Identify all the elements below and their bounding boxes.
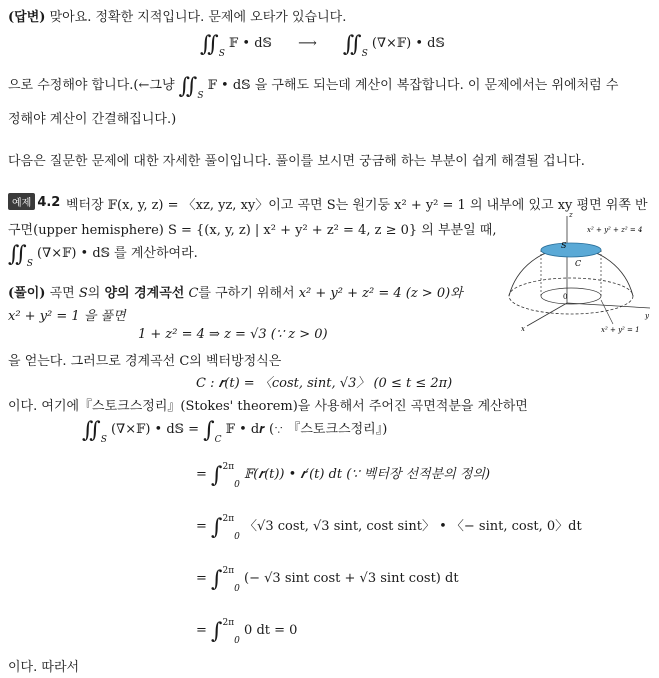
step1-lhs: (∇×𝔽) • d𝕊 = — [111, 422, 200, 437]
step5-body: 0 dt = 0 — [244, 623, 298, 638]
upper-limit: 2π — [222, 566, 235, 576]
formula-wrong: 𝔽 • d𝕊 — [229, 36, 272, 51]
positive-boundary-curve: 양의 경계곡선 — [104, 286, 185, 301]
example-line3 — [8, 242, 198, 269]
upper-limit: 2π — [222, 618, 235, 628]
label-s: S — [561, 241, 567, 250]
answer-line2-a: 으로 수정해야 합니다.(←그냥 — [8, 78, 175, 93]
subscript-c: C — [214, 435, 222, 445]
label-origin: 0 — [563, 293, 568, 301]
example-line3-text: (∇×𝔽) • d𝕊 를 계산하여라. — [37, 246, 198, 261]
upper-limit: 2π — [222, 462, 235, 472]
step2 — [196, 462, 490, 490]
solution-line3: 을 얻는다. 그러므로 경계곡선 C의 벡터방정식은 — [8, 354, 282, 369]
example-number: 4.2 — [37, 195, 61, 210]
step5 — [196, 618, 297, 646]
cyl-pointer — [601, 300, 613, 324]
x-axis — [527, 303, 567, 326]
solution-line1 — [8, 282, 463, 301]
label-c: C — [575, 259, 582, 268]
step1 — [82, 418, 387, 445]
double-integral-icon: ∬ — [178, 74, 198, 99]
solution-eq2: C : 𝒓(t) = 〈cost, sint, √3〉 (0 ≤ t ≤ 2π) — [196, 376, 453, 391]
lower-limit: 0 — [234, 532, 240, 542]
solution-line1-b: 의 — [87, 286, 101, 301]
upper-limit: 2π — [222, 514, 235, 524]
equals-sign: = — [196, 571, 207, 586]
step2-body: 𝔽(𝒓(t)) • 𝒓′(t) dt (∵ 벡터장 선적분의 정의) — [244, 467, 491, 482]
integral-icon: ∫ — [211, 463, 223, 488]
integral-icon: ∫ — [211, 567, 223, 592]
answer-line4: 다음은 질문한 문제에 대한 자세한 풀이입니다. 풀이를 보시면 궁금해 하는 부분이 쉽게 해결될 겁니다. — [8, 154, 585, 169]
solution-line2: x² + y² = 1 을 풀면 — [8, 309, 126, 324]
example-header — [8, 193, 60, 210]
subscript-s: S — [197, 91, 204, 101]
hemisphere-base — [509, 278, 633, 314]
lower-limit: 0 — [234, 636, 240, 646]
subscript-s: S — [218, 49, 225, 59]
example-line2: 구면(upper hemisphere) S = {(x, y, z) | x² + y² + z² = 4, z ≥ 0} 의 부분일 때, — [8, 223, 497, 238]
cylinder-base — [541, 288, 601, 304]
lower-limit: 0 — [234, 480, 240, 490]
answer-line2-b: 𝔽 • d𝕊 을 구해도 되는데 계산이 복잡합니다. 이 문제에서는 위에처럼 수 — [207, 78, 619, 93]
solution-line1-a: 곡면 — [49, 286, 75, 301]
answer-line3: 정해야 계산이 간결해집니다.) — [8, 112, 177, 127]
integral-icon: ∫ — [211, 515, 223, 540]
double-integral-icon: ∬ — [342, 32, 362, 57]
sphere-equation: x² + y² + z² = 4 — [587, 226, 643, 234]
surface-disc — [541, 243, 601, 257]
surface-symbol: S — [78, 286, 88, 301]
curve-symbol: C — [188, 286, 199, 301]
step4-body: (− √3 sint cost + √3 sint cost) dt — [244, 571, 459, 586]
step3 — [196, 514, 582, 542]
answer-line2 — [8, 74, 618, 101]
formula-right: (∇×𝔽) • d𝕊 — [371, 36, 445, 51]
hemisphere-figure — [505, 208, 655, 336]
answer-text: 맞아요. 정확한 지적입니다. 문제에 오타가 있습니다. — [49, 10, 347, 25]
label-z: z — [569, 211, 573, 219]
subscript-s: S — [26, 259, 33, 269]
solution-eq1: 1 + z² = 4 ⇒ z = √3 (∵ z > 0) — [138, 327, 328, 342]
subscript-s: S — [100, 435, 107, 445]
subscript-s: S — [361, 49, 368, 59]
double-integral-icon: ∬ — [200, 32, 219, 57]
answer-label: (답변) — [8, 10, 46, 25]
equals-sign: = — [196, 519, 207, 534]
example-badge: 예제 — [8, 193, 35, 210]
step4 — [196, 566, 459, 594]
integral-icon: ∫ — [211, 619, 223, 644]
solution-line4: 이다. 여기에『스토크스정리』(Stokes' theorem)을 사용해서 주어진 곡면적분을 계산하면 — [8, 399, 528, 414]
answer-formula-row — [200, 32, 445, 59]
equals-sign: = — [196, 623, 207, 638]
integral-icon: ∫ — [203, 418, 215, 443]
solution-last-line: 이다. 따라서 — [8, 660, 80, 675]
solution-line1-c: 를 구하기 위해서 — [198, 286, 295, 301]
arrow-icon: ⟶ — [298, 36, 317, 51]
label-y: y — [645, 312, 649, 320]
answer-line1 — [8, 6, 346, 25]
cylinder-equation: x² + y² = 1 — [601, 326, 640, 334]
double-integral-icon: ∬ — [82, 418, 101, 443]
lower-limit: 0 — [234, 584, 240, 594]
equals-sign: = — [196, 467, 207, 482]
solution-line1-eq: x² + y² + z² = 4 (z > 0)와 — [298, 286, 463, 301]
label-x: x — [521, 325, 525, 333]
double-integral-icon: ∬ — [8, 242, 27, 267]
step3-body: 〈√3 cost, √3 sint, cost sint〉 • 〈− sint, cost, 0〉dt — [244, 519, 582, 534]
example-line1: 벡터장 𝔽(x, y, z) = 〈xz, yz, xy〉이고 곡면 S는 원기둥 x² + y² = 1 의 내부에 있고 xy 평면 위쪽 반 — [66, 198, 648, 213]
step1-rhs: 𝔽 • d𝒓 (∵ 『스토크스정리』) — [225, 422, 388, 437]
solution-label: (풀이) — [8, 286, 46, 301]
